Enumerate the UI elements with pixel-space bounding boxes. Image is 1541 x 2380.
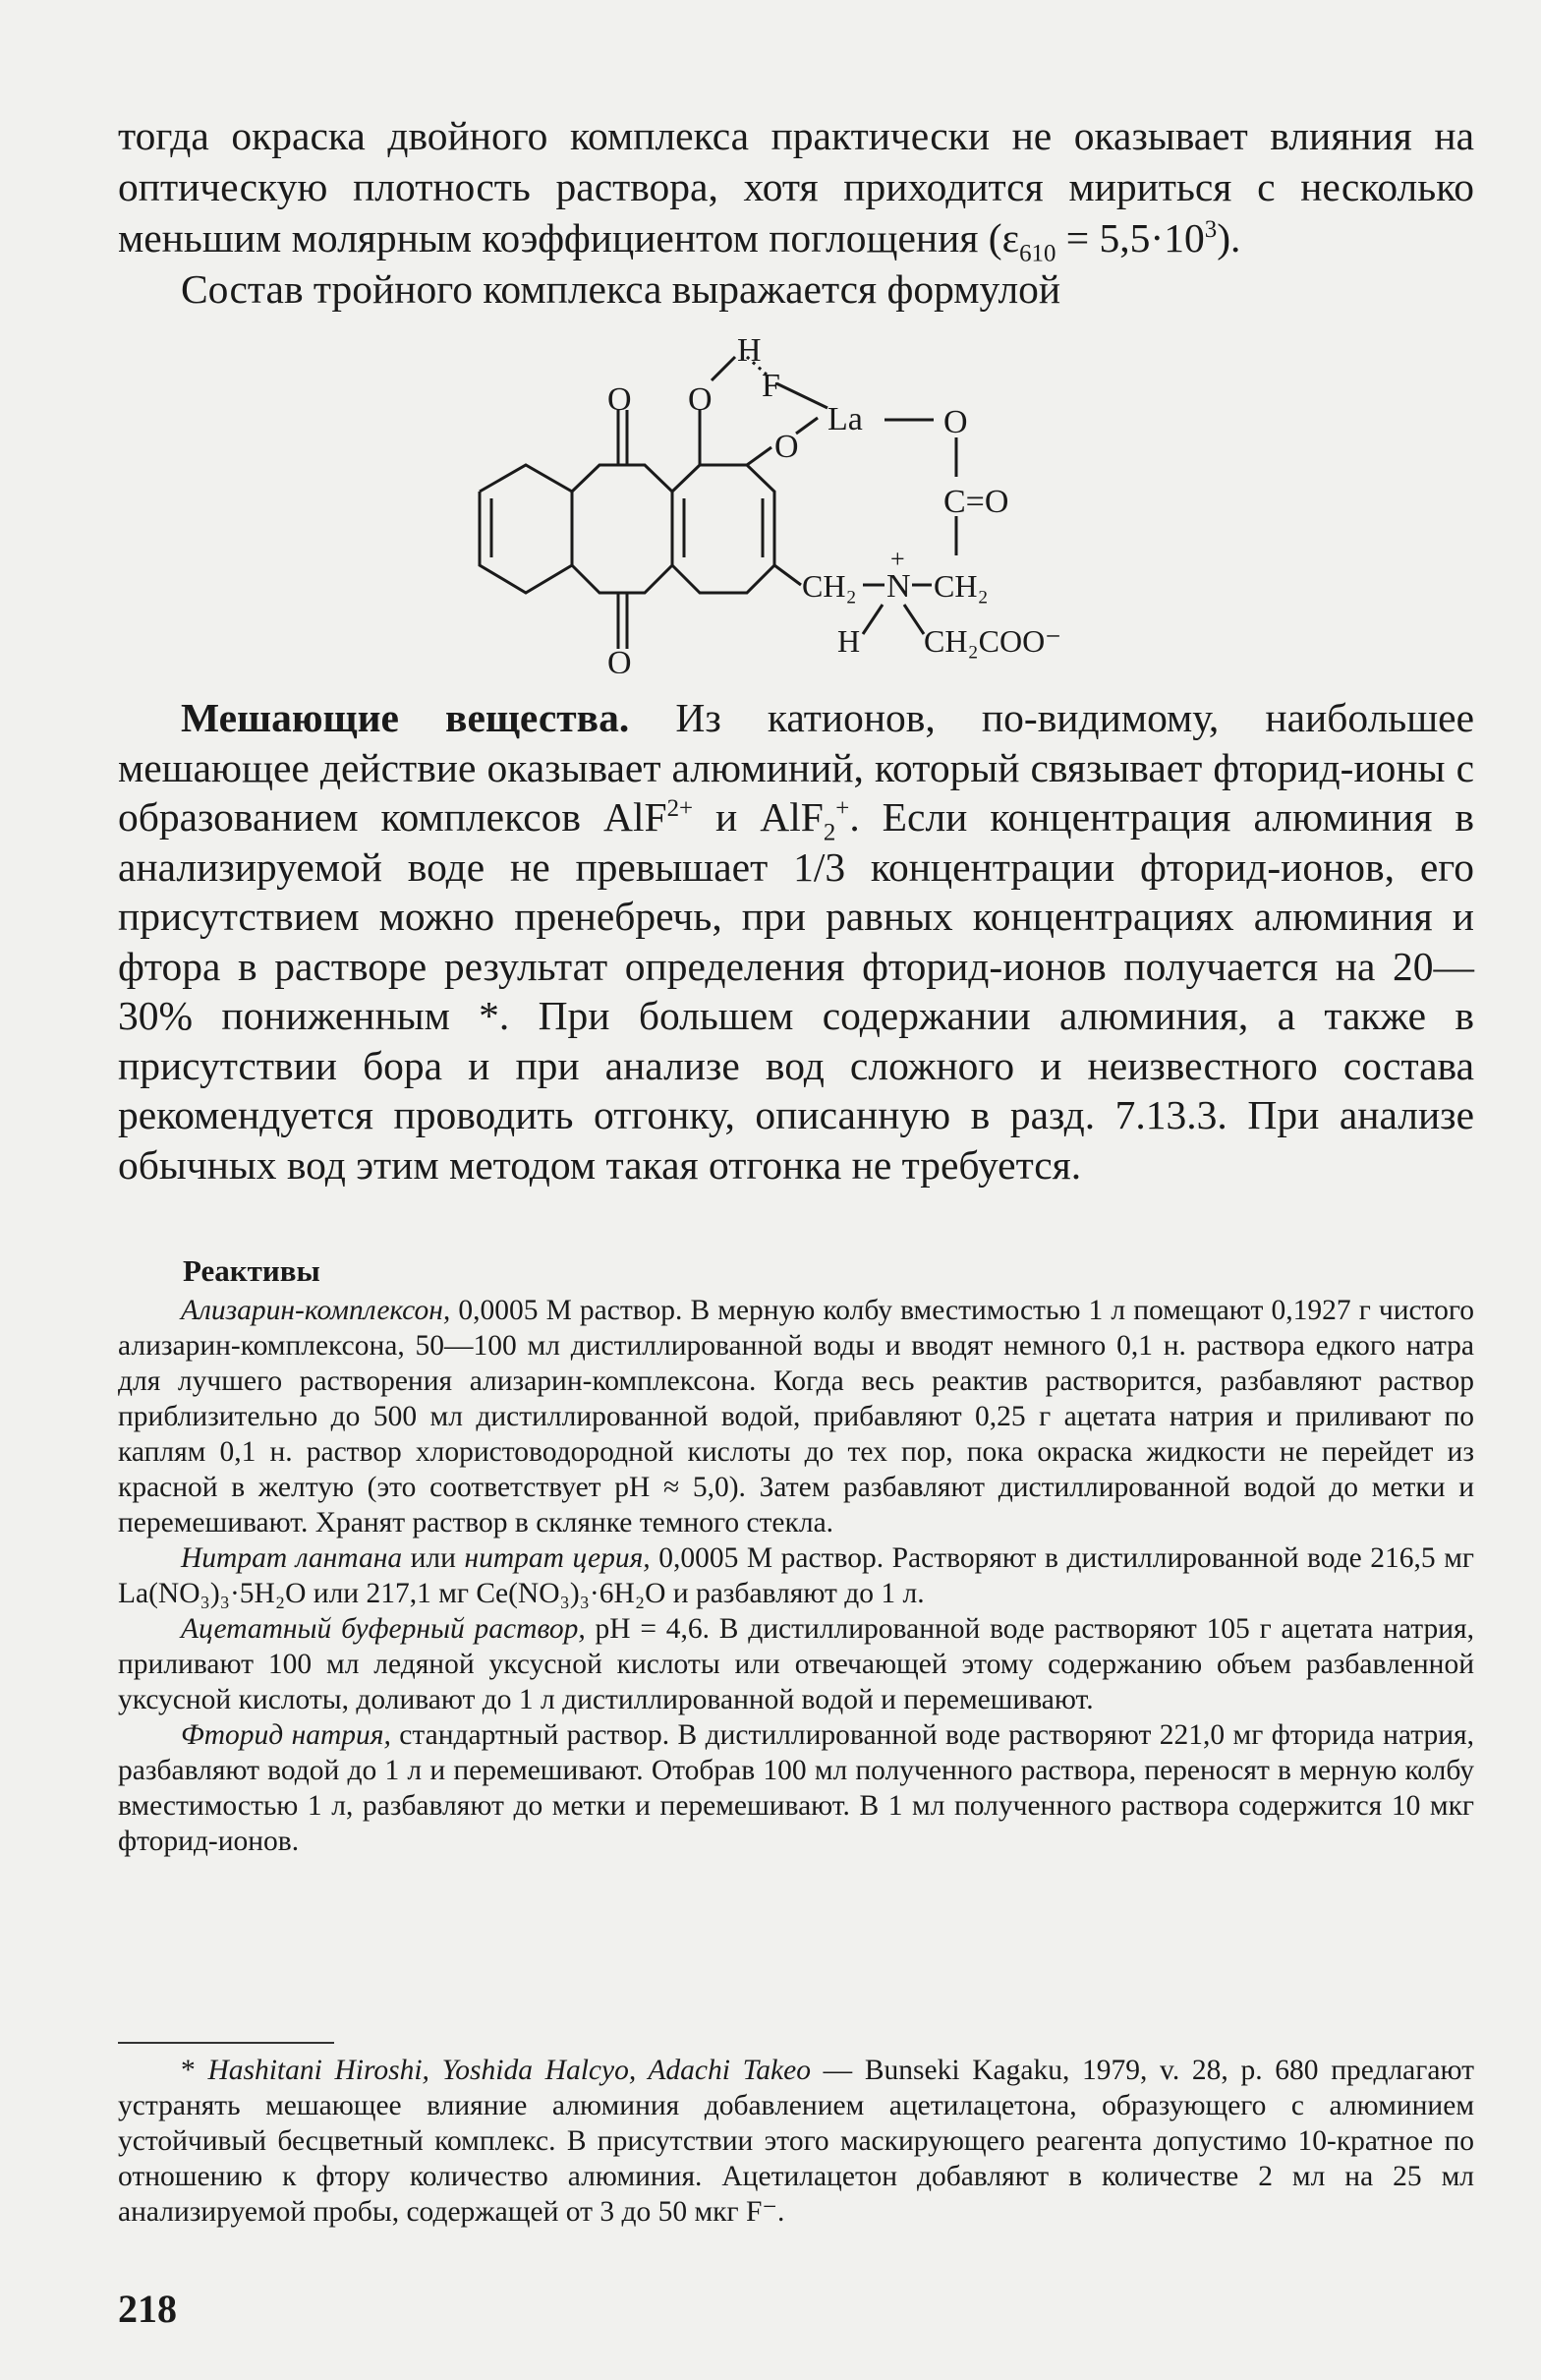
structural-formula (462, 339, 1150, 673)
O-La-bond (796, 418, 818, 434)
intro-tail: ). (1217, 215, 1241, 261)
epsilon-value: = 5,5·10 (1056, 215, 1205, 261)
reagent-alizarin-name: Ализарин-комплексон, (181, 1295, 451, 1326)
F-La-bond (776, 383, 828, 408)
interfering-text-a: Из катионов, по-видимому, наибольшее мешающее действие оказывает алюминий, который связывает фторид-ионы с образованием комплексов AlF (118, 695, 1475, 840)
interfering-text-d: концентрации фторид-ионов, его присутствием можно пренебречь, при равных концентрациях алюминия и фтора в растворе результат определения фторид-ионов получается на 20—30% пониженным *. При большем содержании алюминия, а также в присутствии бора и при анализе вод сложного и неизвестного состава рекомендуется проводить отгонку, описанную в разд. 7.13.3. При анализе обычных вод этим методом такая отгонка не требуется. (118, 843, 1474, 1188)
AlF2-charge: + (835, 795, 850, 823)
intro-paragraph (118, 110, 1474, 315)
page-number: 218 (118, 2287, 177, 2331)
reagent-fluoride (118, 1717, 1474, 1859)
right-ring (672, 465, 774, 593)
N-label: N (886, 568, 911, 605)
O-ketone-top: O (607, 381, 632, 418)
H-label: H (737, 339, 762, 369)
reagent-fluoride-text: стандартный раствор. В дистиллированной воде растворяют 221,0 мг фторида натрия, разбавляют водой до 1 л и перемешивают. Отобрав 100 мл полученного раствора, переносят в мерную колбу вместимостью 1 л, разбавляют до метки и перемешивают. В 1 мл полученного раствора содержится 10 мкг фторид-ионов. (118, 1719, 1474, 1857)
CH2COO-label: CH₂COO⁻ (924, 623, 1062, 659)
CH2-left-label: CH₂ (802, 568, 857, 604)
H-N-label: H (837, 623, 861, 659)
O-hydroxy: O (688, 381, 713, 418)
epsilon-subscript: 610 (1019, 240, 1056, 267)
N-H-bond (863, 605, 883, 634)
CH2-right-label: CH₂ (934, 568, 989, 604)
interfering-text-b: и AlF (693, 794, 824, 840)
fraction: 1/3 (793, 843, 846, 890)
intro-text: тогда окраска двойного комплекса практически не оказывает влияния на оптическую плотность раствора, хотя приходится мириться с несколько меньшим молярным коэффициентом поглощения (ε (118, 113, 1474, 261)
N-charge: + (890, 545, 905, 573)
formula-intro: Состав тройного комплекса выражается формулой (181, 266, 1061, 312)
interfering-heading: Мешающие вещества. (181, 695, 630, 740)
AlF-charge: 2+ (666, 795, 694, 823)
F-label: F (762, 368, 780, 404)
footnote-text: — Bunseki Kagaku, 1979, v. 28, p. 680 предлагают устранять мешающее влияние алюминия добавлением ацетилацетона, образующего с алюминием устойчивый бесцветный комплекс. В присутствии этого маскирующего реагента допустимо 10-кратное по отношению к фтору количество алюминия. Ацетилацетон добавляют в количестве 2 мл на 25 мл анализируемой пробы, содержащей от 3 до 50 мкг F⁻. (118, 2055, 1475, 2228)
reagent-alizarin-text: 0,0005 М раствор. В мерную колбу вместимостью 1 л помещают 0,1927 г чистого ализарин-комплексона, 50—100 мл дистиллированной воды и вводят немного 0,1 н. раствора едкого натра для лучшего растворения ализарин-комплексона. Когда весь реактив растворится, разбавляют раствор приблизительно до 500 мл дистиллированной водой, прибавляют 0,25 г ацетата натрия и приливают по каплям 0,1 н. раствор хлористоводородной кислоты до тех пор, пока окраска жидкости не перейдет из красной в желтую (это соответствует pH ≈ 5,0). Затем разбавляют дистиллированной водой до метки и перемешивают. Хранят раствор в склянке темного стекла. (118, 1295, 1474, 1538)
reagent-lanthanum-text: 0,0005 М раствор. Растворяют в дистиллированной воде 216,5 мг La(NO₃)₃·5H₂O или 217,1 мг Ce(NO₃)₃·6H₂O и разбавляют до 1 л. (118, 1542, 1474, 1609)
footnote-rule (118, 2042, 334, 2044)
interfering-section (118, 693, 1474, 1190)
reagents-section (118, 1253, 1474, 1859)
AlF2-sub: 2 (823, 819, 836, 846)
reagent-alizarin (118, 1293, 1474, 1540)
OH-bond (712, 357, 735, 380)
left-ring (480, 465, 572, 593)
reagent-buffer-text: pH = 4,6. В дистиллированной воде растворяют 105 г ацетата натрия, приливают 100 мл ледяной уксусной кислоты или отвечающей этому содержанию объем разбавленной уксусной кислоты, доливают до 1 л дистиллированной водой и перемешивают. (118, 1613, 1474, 1715)
carbonyl-label: C=O (943, 484, 1009, 520)
reagents-heading: Реактивы (183, 1253, 320, 1288)
O-ring-label: O (774, 429, 799, 465)
N-CH2COO-bond (904, 605, 924, 634)
ring-CH2-bond (774, 565, 801, 585)
O-ketone-bottom: O (607, 645, 632, 673)
footnote-authors: Hashitani Hiroshi, Yoshida Halcyo, Adachi Takeo (207, 2055, 811, 2086)
interfering-text-c: . Если концентрация алюминия в анализируемой воде не превышает (118, 794, 1474, 890)
footnote-marker: * (181, 2055, 208, 2086)
middle-ring (572, 465, 672, 593)
La-label: La (828, 401, 863, 437)
O-La-label: O (943, 404, 968, 440)
footnote (118, 2053, 1474, 2230)
reagent-buffer (118, 1611, 1474, 1717)
reagent-lanthanum-name: Нитрат лантана (181, 1542, 403, 1574)
reagent-lanthanum (118, 1540, 1474, 1611)
reagent-buffer-name: Ацетатный буферный раствор, (181, 1613, 586, 1645)
reagent-fluoride-name: Фторид натрия, (181, 1719, 391, 1751)
ring-O-bond (747, 447, 771, 465)
reagent-cerium-name: нитрат церия, (464, 1542, 651, 1574)
reagent-or: или (402, 1542, 465, 1574)
exponent: 3 (1204, 216, 1218, 244)
